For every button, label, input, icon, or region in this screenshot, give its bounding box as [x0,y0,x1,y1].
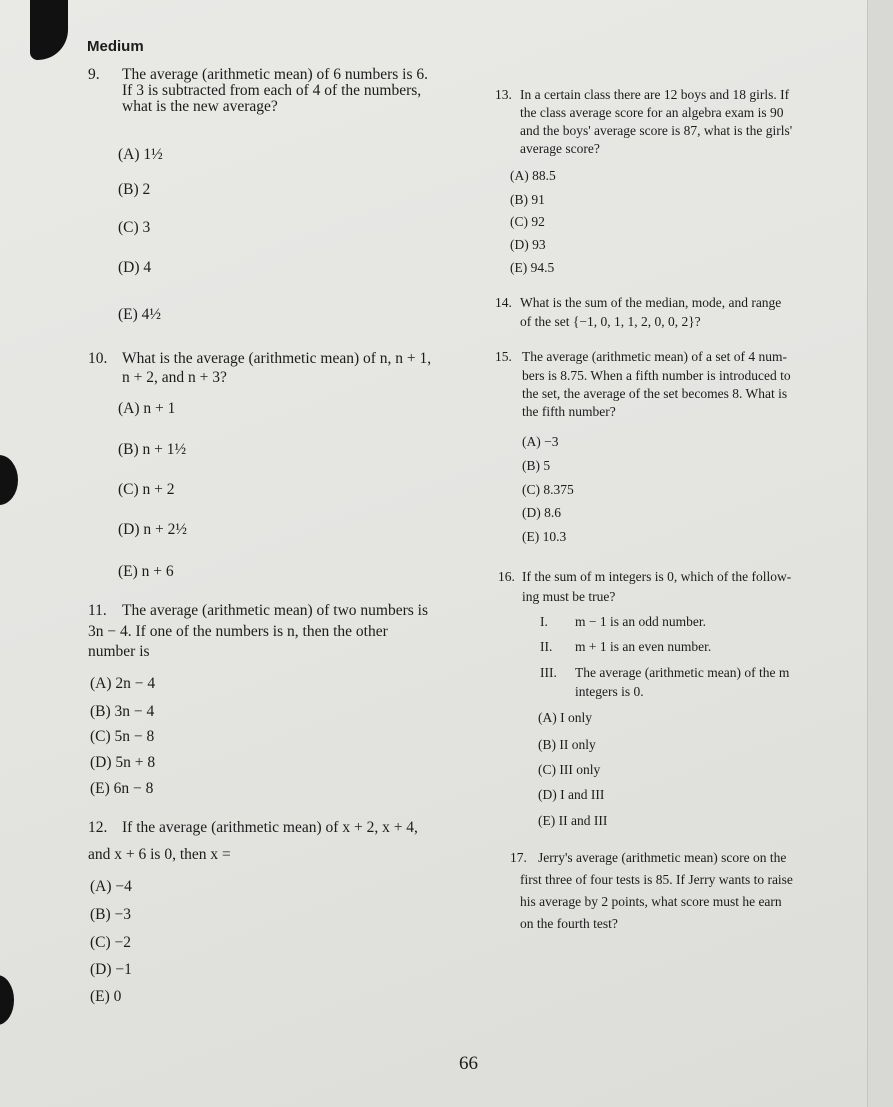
answer-choice: (A) 2n − 4 [90,675,156,692]
answer-choice: (B) −3 [90,906,132,923]
binding-hole [0,455,18,505]
statement-label: II. [540,639,553,654]
question-text: The average (arithmetic mean) of 6 numbers is 6. [122,66,429,83]
page-number: 66 [459,1053,478,1074]
question-text: bers is 8.75. When a fifth number is introduced to [522,368,791,383]
statement-text: integers is 0. [575,684,644,699]
question-number: 13. [495,87,512,102]
answer-choice: (C) III only [538,762,601,777]
answer-choice: (A) 1½ [118,146,163,163]
question-text: and the boys' average score is 87, what is the girls' [520,123,793,138]
answer-choice: (D) 93 [510,237,546,252]
answer-choice: (B) n + 1½ [118,441,187,458]
answer-choice: (A) −4 [90,878,132,895]
question-text: What is the average (arithmetic mean) of n, n + 1, [122,350,432,367]
answer-choice: (D) I and III [538,787,605,802]
answer-choice: (E) 4½ [118,306,162,323]
statement-text: m + 1 is an even number. [575,639,712,654]
answer-choice: (E) 0 [90,988,122,1005]
question-text: If 3 is subtracted from each of 4 of the numbers, [122,82,422,99]
answer-choice: (C) n + 2 [118,481,175,498]
question-number: 14. [495,295,512,310]
answer-choice: (E) II and III [538,813,608,828]
question-text: first three of four tests is 85. If Jerry wants to raise [520,872,793,887]
question-text: The average (arithmetic mean) of a set of 4 num- [522,349,788,364]
question-text: number is [88,643,150,660]
question-number: 10. [88,350,108,367]
question-text: the class average score for an algebra exam is 90 [520,105,784,120]
question-text: What is the sum of the median, mode, and range [520,295,782,310]
answer-choice: (E) 6n − 8 [90,780,154,797]
statement-label: I. [540,614,548,629]
answer-choice: (D) 8.6 [522,505,561,520]
answer-choice: (C) 92 [510,214,545,229]
question-text: his average by 2 points, what score must he earn [520,894,782,909]
question-text: the fifth number? [522,404,616,419]
question-number: 11. [88,602,107,619]
question-text: If the average (arithmetic mean) of x + 2, x + 4, [122,819,418,836]
answer-choice: (C) 8.375 [522,482,574,497]
question-text: what is the new average? [122,98,278,115]
question-number: 12. [88,819,108,836]
answer-choice: (D) 5n + 8 [90,754,156,771]
answer-choice: (A) −3 [522,434,559,449]
question-text: Jerry's average (arithmetic mean) score on the [538,850,787,865]
binding-hole [30,0,68,60]
answer-choice: (D) 4 [118,259,152,276]
answer-choice: (B) II only [538,737,596,752]
question-text: 3n − 4. If one of the numbers is n, then the other [88,623,388,640]
answer-choice: (A) n + 1 [118,400,176,417]
answer-choice: (B) 91 [510,192,545,207]
question-text: of the set {−1, 0, 1, 1, 2, 0, 0, 2}? [520,314,701,329]
statement-text: m − 1 is an odd number. [575,614,706,629]
page-edge [867,0,893,1107]
question-text: In a certain class there are 12 boys and 18 girls. If [520,87,790,102]
question-number: 15. [495,349,512,364]
answer-choice: (A) 88.5 [510,168,556,183]
answer-choice: (E) n + 6 [118,563,174,580]
binding-hole [0,975,14,1025]
question-text: and x + 6 is 0, then x = [88,846,231,863]
question-text: the set, the average of the set becomes 8. What is [522,386,788,401]
question-text: The average (arithmetic mean) of two numbers is [122,602,429,619]
answer-choice: (D) n + 2½ [118,521,188,538]
answer-choice: (B) 2 [118,181,151,198]
answer-choice: (E) 94.5 [510,260,555,275]
question-text: on the fourth test? [520,916,618,931]
answer-choice: (C) 5n − 8 [90,728,155,745]
answer-choice: (C) 3 [118,219,151,236]
difficulty-heading: Medium [87,38,144,55]
question-number: 16. [498,569,515,584]
question-text: ing must be true? [522,589,616,604]
question-text: n + 2, and n + 3? [122,369,227,386]
question-text: average score? [520,141,600,156]
answer-choice: (D) −1 [90,961,132,978]
answer-choice: (B) 5 [522,458,551,473]
answer-choice: (A) I only [538,710,592,725]
answer-choice: (B) 3n − 4 [90,703,155,720]
question-number: 9. [88,66,100,83]
statement-text: The average (arithmetic mean) of the m [575,665,790,680]
question-number: 17. [510,850,527,865]
statement-label: III. [540,665,557,680]
answer-choice: (C) −2 [90,934,132,951]
question-text: If the sum of m integers is 0, which of the follow- [522,569,792,584]
answer-choice: (E) 10.3 [522,529,567,544]
